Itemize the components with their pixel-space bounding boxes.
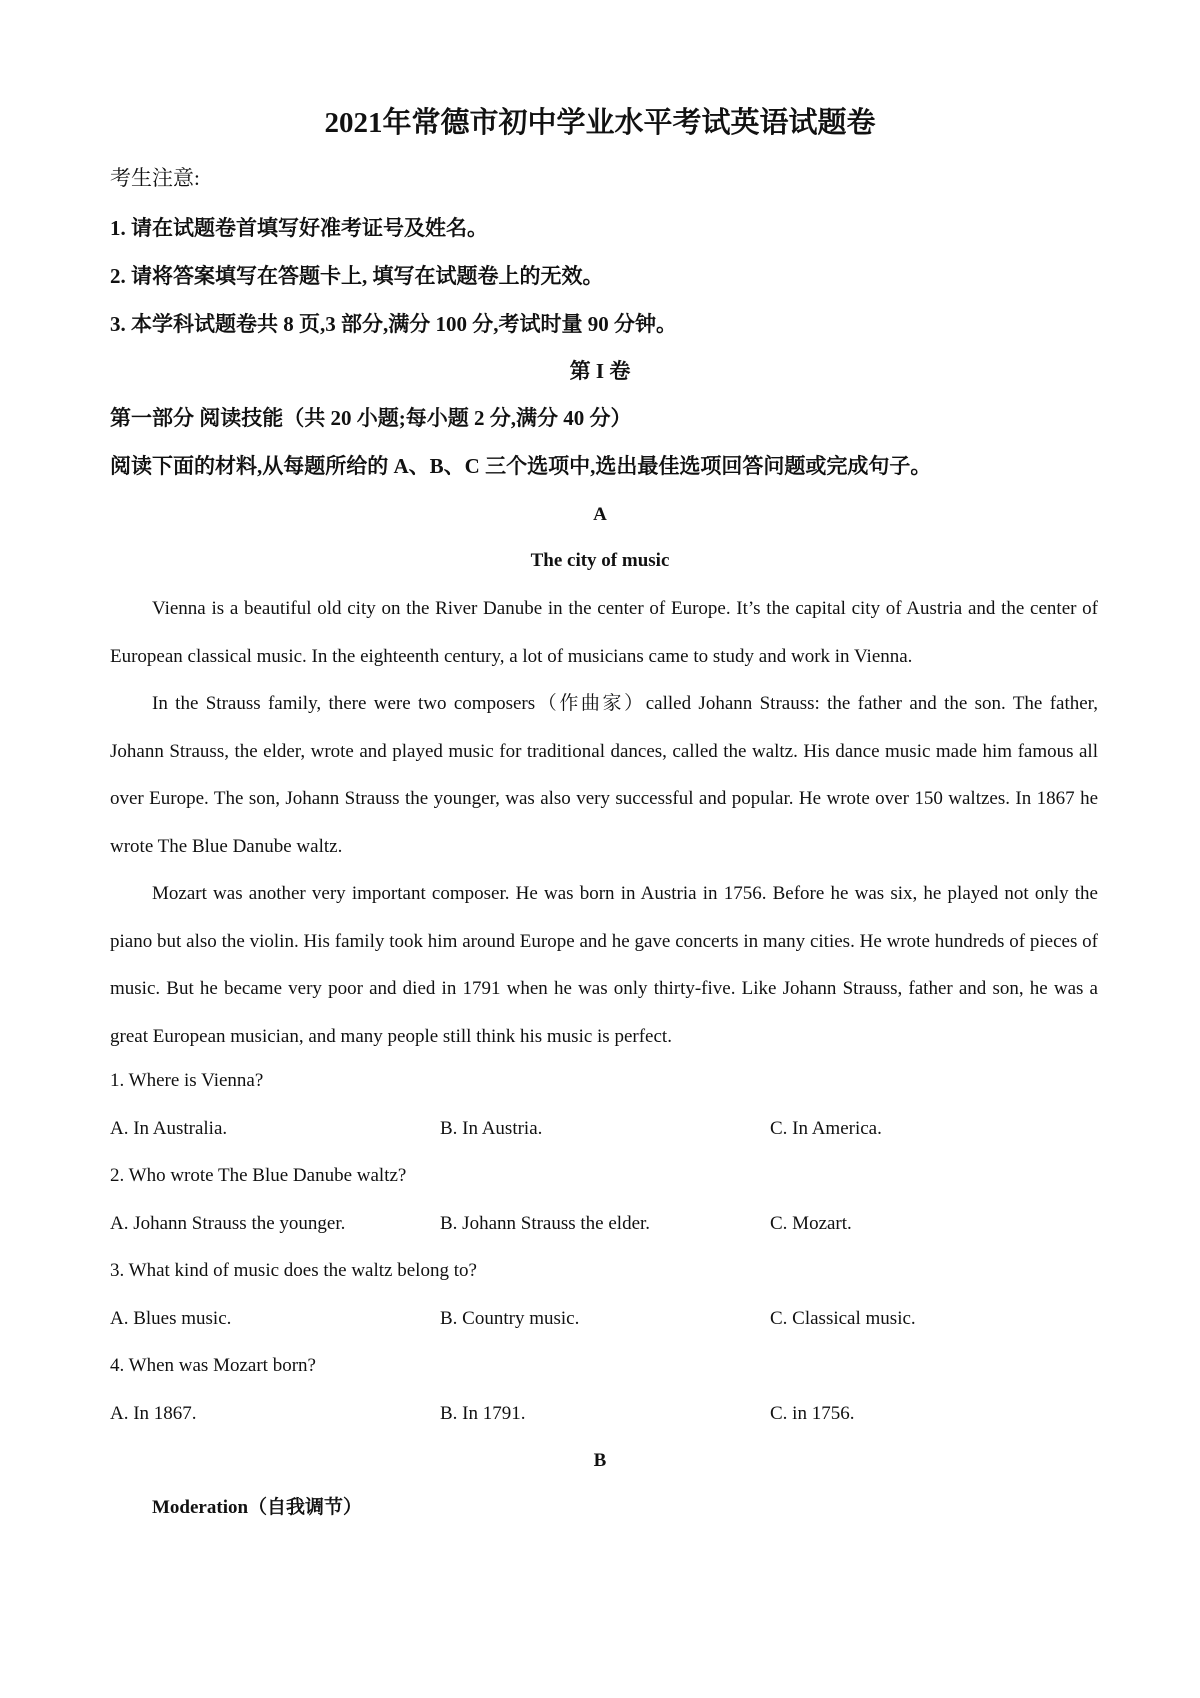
option-c: C. In America. (770, 1118, 882, 1139)
notice-item: 2. 请将答案填写在答题卡上, 填写在试题卷上的无效。 (110, 264, 604, 288)
option-c: C. Mozart. (770, 1213, 852, 1234)
option-b: B. Country music. (440, 1308, 580, 1329)
exam-title: 2021年常德市初中学业水平考试英语试题卷 (324, 107, 876, 139)
instruction: 阅读下面的材料,从每题所给的 A、B、C 三个选项中,选出最佳选项回答问题或完成句子。 (110, 454, 932, 478)
passage-paragraph: Vienna is a beautiful old city on the River Danube in the center of Europe. It’s the capital city of Austria and the center of European classical music. In the eighteenth century, a lot of musicians came to study and work in Vienna. (110, 598, 1098, 667)
question: 2. Who wrote The Blue Danube waltz? (110, 1165, 407, 1186)
option-c: C. Classical music. (770, 1308, 916, 1329)
option-a: A. In 1867. (110, 1403, 197, 1424)
passage-title: Moderation（自我调节） (152, 1497, 363, 1518)
passage-label: A (593, 504, 607, 525)
passage-label: B (593, 1450, 607, 1471)
option-a: A. Blues music. (110, 1308, 232, 1329)
notice-item: 1. 请在试题卷首填写好准考证号及姓名。 (110, 216, 488, 240)
option-c: C. in 1756. (770, 1403, 855, 1424)
option-a: A. In Australia. (110, 1118, 228, 1139)
volume-label: 第 I 卷 (569, 359, 631, 383)
option-a: A. Johann Strauss the younger. (110, 1213, 346, 1234)
question: 1. Where is Vienna? (110, 1070, 264, 1091)
option-b: B. In Austria. (440, 1118, 543, 1139)
option-b: B. In 1791. (440, 1403, 526, 1424)
passage-paragraph: Mozart was another very important composer. He was born in Austria in 1756. Before he was six, he played not only the piano but also the violin. His family took him around Europe and he gave concerts in many cities. He wrote hundreds of pieces of music. But he became very poor and died in 1791 when he was only thirty-five. Like Johann Strauss, father and son, he was a great European musician, and many people still think his music is perfect. (110, 883, 1098, 1047)
question: 4. When was Mozart born? (110, 1355, 316, 1376)
part-heading: 第一部分 阅读技能（共 20 小题;每小题 2 分,满分 40 分） (110, 406, 632, 430)
option-b: B. Johann Strauss the elder. (440, 1213, 651, 1234)
notice-heading: 考生注意: (110, 166, 200, 190)
passage-title: The city of music (530, 550, 670, 571)
notice-item: 3. 本学科试题卷共 8 页,3 部分,满分 100 分,考试时量 90 分钟。 (110, 312, 677, 336)
passage-paragraph: In the Strauss family, there were two composers（作曲家）called Johann Strauss: the father and the son. The father, Johann Strauss, the elder, wrote and played music for traditional dances, called the waltz. His dance music made him famous all over Europe. The son, Johann Strauss the younger, was also very successful and popular. He wrote over 150 waltzes. In 1867 he wrote The Blue Danube waltz. (110, 693, 1098, 857)
question: 3. What kind of music does the waltz belong to? (110, 1260, 477, 1281)
